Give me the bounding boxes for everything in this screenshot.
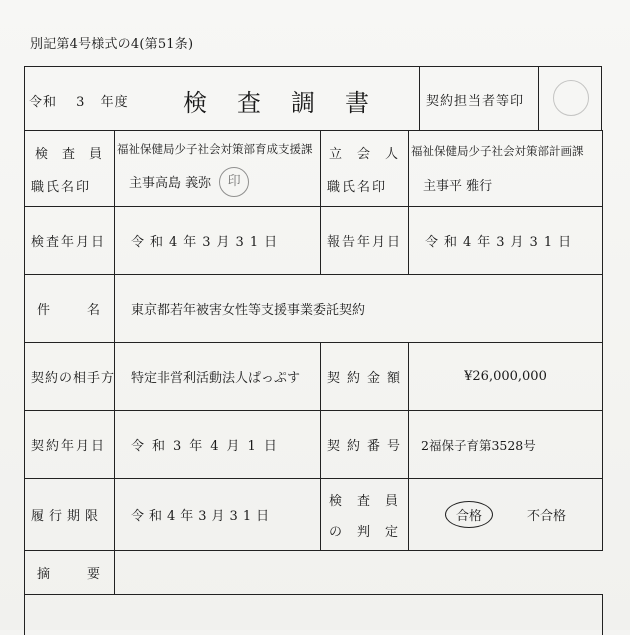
amount-label: 契 約 金 額 [327, 371, 402, 386]
inspection-date-label: 検査年月日 [25, 207, 115, 275]
inspection-table [24, 130, 603, 635]
table-row [25, 411, 603, 479]
term-label: 履行期限 [25, 479, 115, 551]
summary-label-cell [25, 551, 115, 595]
counterparty-label: 契約の相手方 [25, 343, 115, 411]
contract-officer-box [419, 66, 603, 130]
fiscal-year [29, 91, 129, 110]
inspector-name: 主事高島 義弥 [129, 176, 212, 191]
contract-date: 令和3年4月1日 [115, 411, 321, 479]
table-row [25, 595, 603, 635]
contract-date-label: 契約年月日 [25, 411, 115, 479]
contract-officer-seal-cell [538, 66, 604, 130]
year-suffix: 年度 [100, 95, 129, 110]
fail-option: 不合格 [527, 509, 567, 524]
inspection-date: 令和4年3月31日 [115, 207, 321, 275]
judgement-label-top: 検 査 員 [329, 493, 400, 509]
witness-label: 立 会 人 [329, 146, 400, 162]
term-date: 令和4年3月31日 [115, 479, 321, 551]
witness-label-cell [321, 131, 409, 207]
summary-continuation [25, 595, 603, 635]
witness-department: 福祉保健局少子社会対策部計画課 [411, 144, 584, 159]
table-row [25, 551, 603, 595]
inspector-department: 福祉保健局少子社会対策部育成支援課 [117, 141, 313, 156]
contract-number-label-cell [321, 411, 409, 479]
table-row [25, 131, 603, 207]
document-title: 検査調書 [183, 89, 399, 117]
contract-officer-label: 契約担当者等印 [426, 94, 525, 109]
contract-amount: ¥26,000,000 [409, 343, 603, 411]
era-name: 令和 [29, 95, 58, 110]
form-reference: 別記第4号様式の4(第51条) [30, 37, 194, 52]
table-row [25, 479, 603, 551]
judgement-label-cell [321, 479, 409, 551]
inspector-label: 検 査 員 [35, 146, 104, 162]
amount-label-cell [321, 343, 409, 411]
witness-name: 主事平 雅行 [423, 178, 493, 194]
contract-officer-seal [553, 80, 589, 116]
inspector-label-cell [25, 131, 115, 207]
table-row [25, 275, 603, 343]
judgement-cell [409, 479, 603, 551]
report-header [24, 66, 602, 130]
counterparty: 特定非営利活動法人ぱっぷす [115, 343, 321, 411]
table-row [25, 207, 603, 275]
contract-number-label: 契 約 番 号 [327, 439, 402, 454]
inspector-value-cell [115, 131, 321, 207]
summary-body [115, 551, 603, 595]
pass-circled: 合格 [445, 501, 493, 528]
inspector-name-label: 職氏名印 [31, 179, 92, 195]
report-date: 令和4年3月31日 [409, 207, 603, 275]
summary-label: 摘 要 [37, 567, 102, 582]
witness-value-cell [409, 131, 603, 207]
subject: 東京都若年被害女性等支援事業委託契約 [115, 275, 603, 343]
report-date-label: 報告年月日 [321, 207, 409, 275]
contract-number: 2福保子育第3528号 [409, 411, 603, 479]
judgement-label-bottom: の 判 定 [329, 524, 400, 540]
table-row [25, 343, 603, 411]
era-year: 3 [76, 95, 86, 110]
inspector-seal: 印 [219, 167, 249, 197]
subject-label: 件 名 [37, 303, 102, 318]
subject-label-cell [25, 275, 115, 343]
witness-name-label: 職氏名印 [327, 179, 388, 195]
